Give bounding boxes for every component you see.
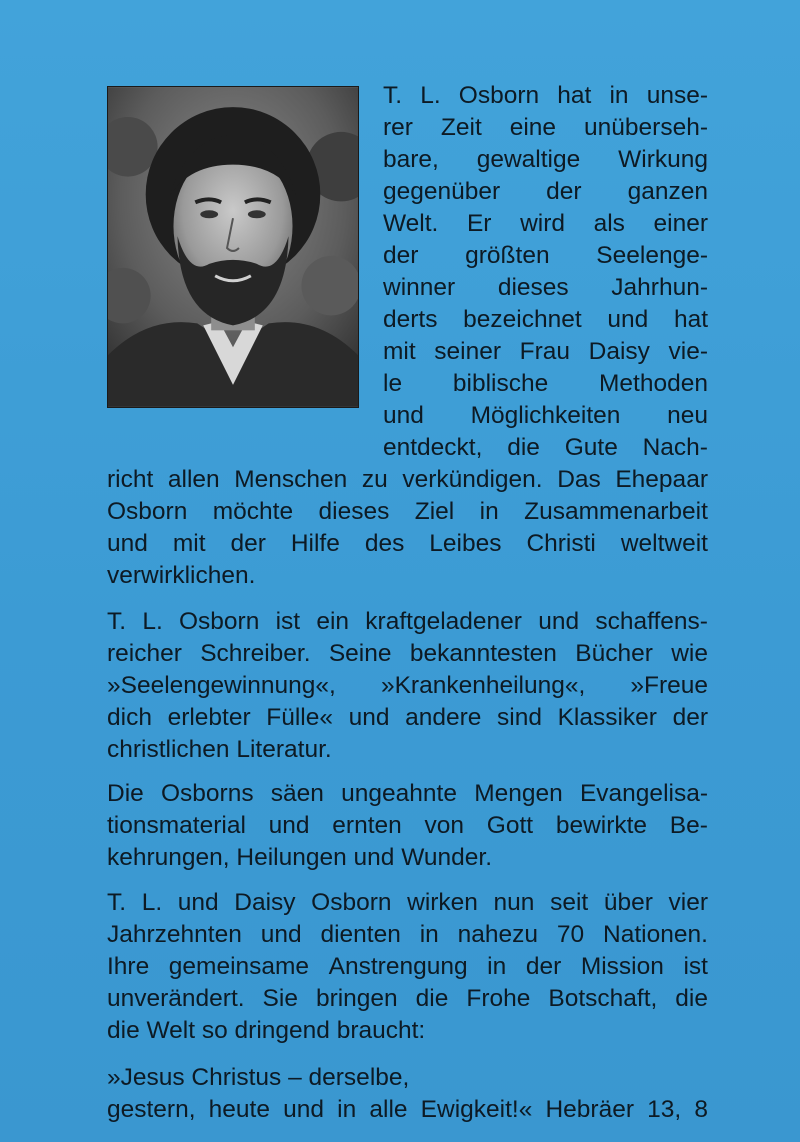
word: kraftgeladener xyxy=(365,608,522,635)
word: zu xyxy=(361,466,388,493)
word: von xyxy=(424,812,465,839)
word: dieses xyxy=(497,274,569,301)
word: neu xyxy=(667,402,708,429)
word: Hebräer xyxy=(545,1096,634,1123)
word: und xyxy=(538,608,580,635)
word: Hilfe xyxy=(290,530,340,557)
word: Er xyxy=(466,210,492,237)
paragraph4-line-3 xyxy=(107,951,708,983)
word: dieses xyxy=(318,498,390,525)
word: nun xyxy=(493,889,535,916)
paragraph3-line-3: kehrungen, Heilungen und Wunder. xyxy=(107,844,493,871)
word: und xyxy=(268,812,310,839)
word: und xyxy=(607,306,649,333)
word: und xyxy=(283,1096,325,1123)
word: sind xyxy=(497,704,542,731)
intro-full-line-4: verwirklichen. xyxy=(107,562,256,589)
paragraph3-line-2 xyxy=(107,810,708,842)
word: und xyxy=(383,402,424,429)
word: biblische xyxy=(452,370,549,397)
word: möchte xyxy=(212,498,294,525)
intro-line-2 xyxy=(383,112,708,144)
word: nahezu xyxy=(457,921,539,948)
word: wirken xyxy=(407,889,478,916)
word: Ziel xyxy=(414,498,455,525)
word: und xyxy=(107,530,148,557)
word: Die xyxy=(107,780,144,807)
word: Welt. xyxy=(383,210,439,237)
word: Mission xyxy=(580,953,664,980)
paragraph4-line-5: die Welt so dringend braucht: xyxy=(107,1017,426,1044)
word: Frohe xyxy=(466,985,531,1012)
word: Daisy xyxy=(588,338,650,365)
word: Gott xyxy=(486,812,534,839)
word: einer xyxy=(653,210,708,237)
word: die xyxy=(675,985,708,1012)
word: ist xyxy=(275,608,301,635)
word: mit xyxy=(172,530,206,557)
word: Menschen xyxy=(234,466,348,493)
intro-line-7 xyxy=(383,272,708,304)
intro-line-1 xyxy=(383,80,708,112)
paragraph3-line-1 xyxy=(107,778,708,810)
word: Sie xyxy=(262,985,298,1012)
word: Ehepaar xyxy=(615,466,708,493)
word: »Krankenheilung«, xyxy=(380,672,586,699)
word: in xyxy=(609,82,629,109)
word: Jahrzehnten xyxy=(107,921,242,948)
word: vier xyxy=(668,889,708,916)
word: der xyxy=(230,530,266,557)
word: verkündigen. xyxy=(402,466,543,493)
word: ein xyxy=(316,608,350,635)
word: tionsmaterial xyxy=(107,812,246,839)
word: Osborn xyxy=(458,82,540,109)
word: reicher xyxy=(107,640,182,667)
word: Zeit xyxy=(440,114,482,141)
word: Leibes xyxy=(429,530,502,557)
word: L. xyxy=(142,608,163,635)
word: größten xyxy=(465,242,550,269)
intro-line-10 xyxy=(383,368,708,400)
word: Nationen. xyxy=(603,921,708,948)
word: schaffens- xyxy=(595,608,708,635)
word: bekanntesten xyxy=(409,640,557,667)
word: eine xyxy=(509,114,557,141)
word: bringen xyxy=(315,985,398,1012)
word: 13, xyxy=(647,1096,682,1123)
intro-line-6 xyxy=(383,240,708,272)
word: Gute xyxy=(564,434,618,461)
paragraph2-line-2 xyxy=(107,638,708,670)
word: Schreiber. xyxy=(200,640,311,667)
word: Daisy xyxy=(234,889,296,916)
word: säen xyxy=(270,780,324,807)
word: bezeichnet xyxy=(463,306,582,333)
word: Seelenge- xyxy=(596,242,708,269)
paragraph2-line-3 xyxy=(107,670,708,702)
word: le xyxy=(383,370,403,397)
word: und xyxy=(260,921,302,948)
word: Klassiker xyxy=(557,704,657,731)
word: in xyxy=(487,953,507,980)
word: Bücher xyxy=(575,640,653,667)
intro-full-line-1 xyxy=(107,464,708,496)
word: Evangelisa- xyxy=(579,780,708,807)
bible-quote-line-2 xyxy=(107,1094,708,1126)
word: Ihre xyxy=(107,953,150,980)
word: seit xyxy=(550,889,589,916)
paragraph4-line-4 xyxy=(107,983,708,1015)
intro-line-11 xyxy=(383,400,708,432)
word: der xyxy=(525,953,562,980)
word: Christi xyxy=(526,530,596,557)
word: entdeckt, xyxy=(383,434,483,461)
word: derts xyxy=(383,306,438,333)
paragraph2-line-1 xyxy=(107,606,708,638)
word: die xyxy=(415,985,449,1012)
word: »Seelengewinnung«, xyxy=(107,672,336,699)
paragraph2-line-5: christlichen Literatur. xyxy=(107,736,332,763)
intro-full-line-3 xyxy=(107,528,708,560)
word: vie- xyxy=(668,338,708,365)
word: unverändert. xyxy=(107,985,245,1012)
word: der xyxy=(383,242,419,269)
word: ungeahnte xyxy=(341,780,457,807)
word: Methoden xyxy=(599,370,708,397)
word: Osborns xyxy=(160,780,254,807)
word: seiner xyxy=(434,338,502,365)
word: erlebter xyxy=(167,704,251,731)
word: in xyxy=(337,1096,357,1123)
word: Botschaft, xyxy=(548,985,658,1012)
word: Seine xyxy=(328,640,392,667)
word: Osborn xyxy=(311,889,392,916)
word: als xyxy=(593,210,625,237)
author-portrait-photo xyxy=(107,86,359,408)
word: hat xyxy=(673,306,708,333)
word: »Freue xyxy=(630,672,708,699)
intro-line-12 xyxy=(383,432,708,464)
word: Das xyxy=(557,466,601,493)
word: und xyxy=(348,704,390,731)
word: Nach- xyxy=(642,434,708,461)
word: T. xyxy=(383,82,403,109)
word: Osborn xyxy=(179,608,260,635)
intro-line-3 xyxy=(383,144,708,176)
word: winner xyxy=(383,274,456,301)
intro-full-line-2 xyxy=(107,496,708,528)
word: Anstrengung xyxy=(328,953,468,980)
word: ernten xyxy=(332,812,402,839)
word: des xyxy=(364,530,405,557)
word: L. xyxy=(420,82,441,109)
word: gegenüber xyxy=(383,178,501,205)
word: die xyxy=(507,434,540,461)
word: wie xyxy=(671,640,708,667)
word: Osborn xyxy=(107,498,188,525)
word: 70 xyxy=(556,921,585,948)
word: der xyxy=(672,704,708,731)
word: und xyxy=(177,889,219,916)
word: Mengen xyxy=(474,780,563,807)
word: hat xyxy=(557,82,592,109)
word: heute xyxy=(208,1096,270,1123)
word: gemeinsame xyxy=(168,953,310,980)
word: unüberseh- xyxy=(584,114,708,141)
portrait-illustration xyxy=(108,87,358,407)
paragraph4-line-1 xyxy=(107,887,708,919)
word: wird xyxy=(520,210,565,237)
word: Ewigkeit!« xyxy=(420,1096,533,1123)
word: bare, xyxy=(383,146,439,173)
word: Möglichkeiten xyxy=(470,402,621,429)
word: L. xyxy=(141,889,163,916)
word: mit xyxy=(383,338,416,365)
word: ganzen xyxy=(627,178,708,205)
word: dienten xyxy=(320,921,401,948)
intro-line-5 xyxy=(383,208,708,240)
intro-line-9 xyxy=(383,336,708,368)
word: allen xyxy=(167,466,220,493)
word: alle xyxy=(369,1096,408,1123)
word: T. xyxy=(107,608,127,635)
word: richt xyxy=(107,466,154,493)
word: über xyxy=(603,889,653,916)
word: 8 xyxy=(694,1096,708,1123)
word: in xyxy=(479,498,499,525)
word: Jahrhun- xyxy=(611,274,708,301)
word: Be- xyxy=(669,812,708,839)
paragraph2-line-4 xyxy=(107,702,708,734)
word: gewaltige xyxy=(476,146,581,173)
word: gestern, xyxy=(107,1096,196,1123)
word: Zusammenarbeit xyxy=(524,498,708,525)
paragraph4-line-2 xyxy=(107,919,708,951)
word: in xyxy=(419,921,439,948)
word: unse- xyxy=(646,82,708,109)
intro-line-8 xyxy=(383,304,708,336)
word: ist xyxy=(683,953,708,980)
intro-line-4 xyxy=(383,176,708,208)
word: Frau xyxy=(519,338,571,365)
word: rer xyxy=(383,114,413,141)
word: weltweit xyxy=(620,530,708,557)
word: T. xyxy=(107,889,127,916)
word: Fülle« xyxy=(266,704,333,731)
word: dich xyxy=(107,704,152,731)
word: bewirkte xyxy=(555,812,648,839)
bible-quote-line-1: »Jesus Christus – derselbe, xyxy=(107,1064,410,1091)
word: der xyxy=(546,178,582,205)
word: Wirkung xyxy=(618,146,708,173)
word: andere xyxy=(405,704,482,731)
